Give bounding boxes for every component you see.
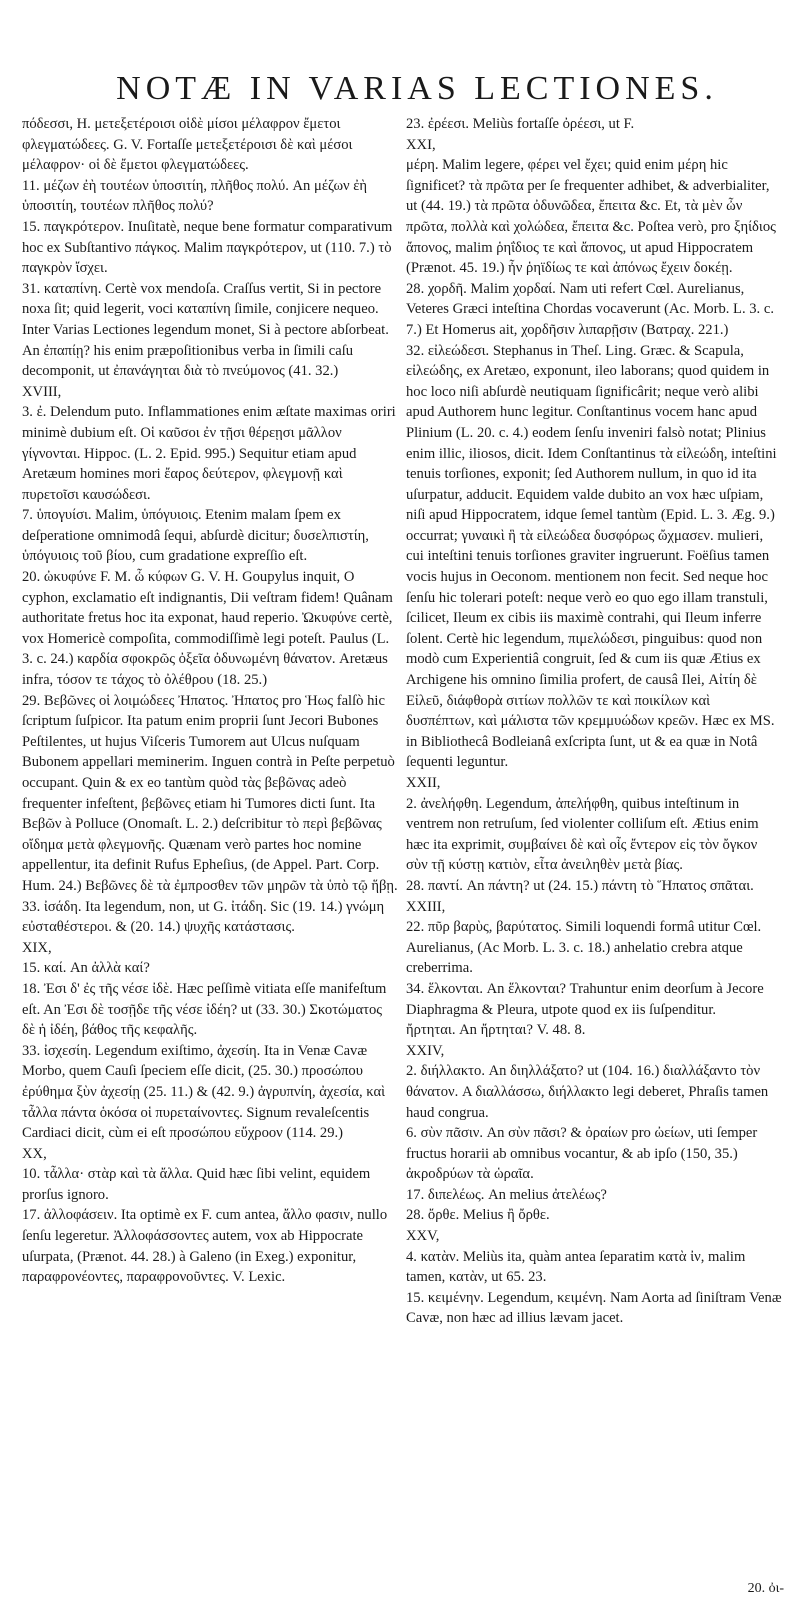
page-title: NOTÆ IN VARIAS LECTIONES.: [116, 70, 718, 107]
section-heading: XXIII,: [406, 898, 446, 915]
note-paragraph: 15. καί. An ἀλλὰ καί?: [22, 960, 150, 977]
note-paragraph: 6. σὺν πᾶσιν. An σὺν πᾶσι? & ὀραίων pro ὠείων, uti ſemper fructus horarii ab omnibus vocantur, & ab ipſo (150, 35.) ἀκροδρύων τὰ ὡραῖα.: [406, 1125, 758, 1183]
catchword: 20. ὀι-: [747, 1581, 784, 1596]
note-paragraph: 20. ὠκυφύνε F. M. ὦ κύφων G. V. H. Goupylus inquit, O cyphon, exclamatio eſt indignantis, Dii veſtram fidem! Quânam authoritate fretus hoc ita exponat, haud reperio. Ὠκυφύνε certè, vox Homericè compoſita, commodiſſimè legi poteſt. Paulus (L. 3. c. 24.) καρδία σφοκρῶς ὀξεῖα ὀδυνωμένη θάνατον. Aretæus infra, τόσον τε τάχος τὸ ὀλέθρου (18. 25.): [22, 569, 393, 689]
section-heading: XXV,: [406, 1228, 440, 1245]
note-paragraph: μέρη. Malim legere, φέρει vel ἔχει; quid enim μέρη hic ſignificet? τὰ πρῶτα per ſe frequenter adhibet, & adverbialiter, ut (44. 19.) τὰ πρῶτα ὀδυνῶδεα, ἔπειτα &c. Et, τὰ μὲν ὦν πρῶτα, πολλὰ καὶ χολώδεα, ἔπειτα &c. Poſtea verò, pro ξηίδιος ἄπονος, malim ῥηΐδιος τε καὶ ἄπονος, ut apud Hippocratem (Prænot. 45. 19.) ἦν ῥηϊδίως τε καὶ ἀπόνως ἔχειν δοκέῃ.: [406, 157, 776, 277]
note-paragraph: πόδεσσι, H. μετεξετέροισι οἱδὲ μίσοι μέλαφρον ἔμετοι φλεγματώδεες. G. V. Fortaſſe μετεξετέροισι δὲ καὶ μέσοι μέλαφρον· οἱ δὲ ἔμετοι φλεγματώδεες.: [22, 116, 353, 174]
note-paragraph: 22. πῦρ βαρὺς, βαρύτατος. Simili loquendi formâ utitur Cœl. Aurelianus, (Ac Morb. L. 3. c. 18.) anhelatio crebra atque creberrima.: [406, 919, 762, 977]
note-paragraph: ἤρτηται. An ἤρτηται? V. 48. 8.: [406, 1022, 586, 1039]
note-paragraph: 18. Ἐσι δ' ἐς τῆς νέσε ἰδὲ. Hæc peſſimè vitiata eſſe manifeſtum eſt. An Ἐσι δὲ τοσῇδε τῆς νέσε ἰδέη? ut (33. 30.) Σκοτώματος δὲ ἡ ἰδέη, βάθος τῆς κεφαλῆς.: [22, 980, 387, 1039]
note-paragraph: 32. εἰλεώδεσι. Stephanus in Theſ. Ling. Græc. & Scapula, εἰλεώδης, ex Aretæo, exponunt, ileo laborans; quod quidem in hoc loco niſi abſurdè neutiquam ſignificârit; neque verò alibi apud Authorem hunc legitur. Conſtantinus vocem hanc apud Plinium (L. 20. c. 4.) eodem ſenſu inveniri falsò notat; Plinius enim illic, iliosos, dicit. Idem Conſtantinus τὰ εἰλεώδη, inteſtini tenuis torſiones, exponit; ſed Authorem nullum, in quo id ita uſurpatur, adducit. Equidem valde dubito an vox hæc uſpiam, niſi apud Hippocratem, idque ſemel tantùm (Epid. L. 3. Æg. 9.) occurrat; γυναικὶ ἣ τὰ εἰλεώδεα δυσφόρως ὤχμασεν. mulieri, cui inteſtini tenuis torſiones graviter ingruerunt. Foëſius tamen vocis hujus in Oeconom. mentionem non fecit. Sed neque hoc ſenſu hic tolerari poteſt: neque verò eo quo ego illam transtuli, ſcilicet, Ileum ex cibis iis maximè contrahi, qui Ileum inferre ſolent. Certè hic legendum, πιμελώδεσι, pinguibus: quod non modò cum Experientiâ congruit, ſed & cum iis quæ Ætius ex Archigene his omnino ſimilia profert, de causâ Ilei, Αἰτίη δὲ Εἰλεῦ, διάφθορὰ σιτίων πολλῶν τε καὶ ποικίλων καὶ δυσπέπτων, καὶ μάλιστα τῶν κρεμμυώδων κρεῶν. Hæc ex MS. in Bibliothecâ Bodleianâ exſcripta ſunt, ut & ea quæ in Notâ ſequenti leguntur.: [406, 342, 777, 771]
section-heading: XX,: [22, 1145, 47, 1162]
note-paragraph: 7. ὑπογυίσι. Malim, ὑπόγυιοις. Etenim malam ſpem ex deſperatione omnimodâ ſequi, abſurdè dicitur; δυσελπιστίη, ὑπόγυιοις τοῦ βίου, cum gradatione expreſſio eſt.: [22, 507, 369, 565]
section-heading: XVIII,: [22, 383, 62, 400]
section-heading: XXIV,: [406, 1042, 445, 1059]
left-column: [22, 114, 398, 1329]
note-paragraph: 15. παγκρότερον. Inuſitatè, neque bene formatur comparativum hoc ex Subſtantivo πάγκος. Malim παγκρότερον, ut (110. 7.) τὸ παγκρὸν ἴσχει.: [22, 218, 393, 277]
note-paragraph: 33. ἰσχεσίη. Legendum exiſtimo, ἀχεσίη. Ita in Venæ Cavæ Morbo, quem Cauſi ſpeciem eſſe dicit, (25. 30.) προσώπου ἐρύθημα ξὺν ἀχεσίῃ (25. 11.) & (42. 9.) ἀγρυπνίη, ἀχεσία, καὶ τἆλλα πάντα ὁκόσα οἱ πυρεταίνοντες. Signum revaleſcentis Cardiaci dicit, cùm ei eſt προσώπου εὔχροον (114. 29.): [22, 1042, 386, 1142]
note-paragraph: 28. ὄρθε. Melius ἢ ὄρθε.: [406, 1207, 550, 1224]
note-paragraph: 3. ἐ. Delendum puto. Inflammationes enim æſtate maximas oriri minimè dubium eſt. Οἱ καῦσοι ἐν τῇσι θέρεῃσι μᾶλλον γίγνονται. Hippoc. (L. 2. Epid. 995.) Sequitur etiam apud Aretæum homines mori ἔαρος δεύτερον, φλεγμονῇ καὶ πυρετοῖσι καυσώδεσι.: [22, 404, 396, 503]
section-heading: XXI,: [406, 136, 436, 153]
two-column-body: [22, 114, 782, 1329]
note-paragraph: 10. τἆλλα· στὰρ καὶ τὰ ἄλλα. Quid hæc ſibi velint, equidem prorſus ignoro.: [22, 1166, 371, 1203]
note-paragraph: 28. παντί. An πάντη? ut (24. 15.) πάντη τὸ Ἥπατος σπᾶται.: [406, 877, 754, 894]
note-paragraph: 33. ἰσάδη. Ita legendum, non, ut G. ἰτάδη. Sic (19. 14.) γνώμη εὐσταθέστεροι. & (20. 14.) ψυχῆς κατάστασις.: [22, 898, 385, 936]
note-paragraph: 11. μέζων ἐὴ τουτέων ὑποσιτίη, πλῆθος πολύ. An μέζων ἐὴ ὑποσιτίη, τουτέων πλῆθος πολύ?: [22, 177, 368, 215]
note-paragraph: 4. κατὰν. Meliùs ita, quàm antea ſeparatim κατὰ ἰν, malim tamen, κατὰν, ut 65. 23.: [406, 1248, 746, 1286]
note-paragraph: 17. διπελέως. An melius ἀτελέως?: [406, 1186, 607, 1203]
section-heading: XXII,: [406, 775, 441, 791]
note-paragraph: 28. χορδῆ. Malim χορδαί. Nam uti refert Cœl. Aurelianus, Veteres Græci inteſtina Chordas vocaverunt (Ac. Morb. L. 3. c. 7.) Et Homerus ait, χορδῆσιν λιπαρῇσιν (Βατραχ. 221.): [406, 280, 774, 338]
note-paragraph: 34. ἕλκονται. An ἕλκονται? Trahuntur enim deorſum à Jecore Diaphragma & Pleura, utpote quod ex iis ſuſpenditur.: [406, 980, 764, 1018]
note-paragraph: 29. Βεβῶνες οἱ λοιμώδεες Ἠπατος. Ἠπατος pro Ἡως falſò hic ſcriptum ſuſpicor. Ita patum enim proprii ſunt Jecori Bubones Peſtilentes, ut hujus Viſceris Tumorem aut Ulcus nuſquam Bubonem appellari meminerim. Inguen contrà in Peſte perpetuò occupant. Quin & ex eo tantùm quòd τὰς βεβῶνας adeò frequenter infeſtent, βεβῶνες etiam hi Tumores dicti ſunt. Ita Βεβῶν à Polluce (Onomaſt. L. 2.) deſcribitur τὸ περὶ βεβῶνας οἴδημα μετὰ φλεγμονῆς. Quænam verò partes hoc nomine appellentur, ita definit Rufus Epheſius, (de Appel. Part. Corp. Hum. 24.) Βεβῶνες δὲ τὰ ἐμπροσθεν τῶν μηρῶν τὰ ὑπὸ τῷ ἥβῃ.: [22, 692, 398, 894]
note-paragraph: 23. ἐρέεσι. Meliùs fortaſſe ὀρέεσι, ut F.: [406, 116, 635, 132]
note-paragraph: 2. διήλλακτο. An διηλλάξατο? ut (104. 16.) διαλλάξαντο τὸν θάνατον. A διαλλάσσω, διήλλακτο legi deberet, Phraſis tamen haud congrua.: [406, 1063, 769, 1121]
note-paragraph: 31. καταπίνη. Certè vox mendoſa. Craſſus vertit, Si in pectore noxa ſit; quid legerit, voci καταπίνη ſimile, conjicere nequeo. Inter Varias Lectiones legendum monet, Si à pectore abſorbeat. An ἐπαπίῃ? his enim præpoſitionibus verba in ſimili caſu decomponit, ut ἐπανάγηται διὰ τὸ πνεύμονος (41. 32.): [22, 280, 389, 380]
note-paragraph: 15. κειμένην. Legendum, κειμένη. Nam Aorta ad ſiniſtram Venæ Cavæ, non hæc ad illius lævam jacet.: [406, 1289, 782, 1327]
section-heading: XIX,: [22, 939, 52, 956]
note-paragraph: 2. ἀνελήφθη. Legendum, ἀπελήφθη, quibus inteſtinum in ventrem non retruſum, ſed violenter colliſum eſt. Ætius enim hæc ita exprimit, συμβαίνει δὲ καὶ οἷς ἔντερον εἰς τὸν ὄγκον σὺν τῇ κύστῃ κατιὸν, εἶτα ἀνειληθὲν μετὰ βίας.: [406, 795, 759, 874]
right-column: [406, 114, 782, 1329]
note-paragraph: 17. ἀλλοφάσειν. Ita optimè ex F. cum antea, ἄλλο φασιν, nullo ſenſu legeretur. Ἀλλοφάσσοντες autem, vox ab Hippocrate uſurpata, (Prænot. 44. 28.) à Galeno (in Exeg.) exponitur, παραφρονέοντες, παραφρονοῦντες. V. Lexic.: [22, 1207, 388, 1286]
